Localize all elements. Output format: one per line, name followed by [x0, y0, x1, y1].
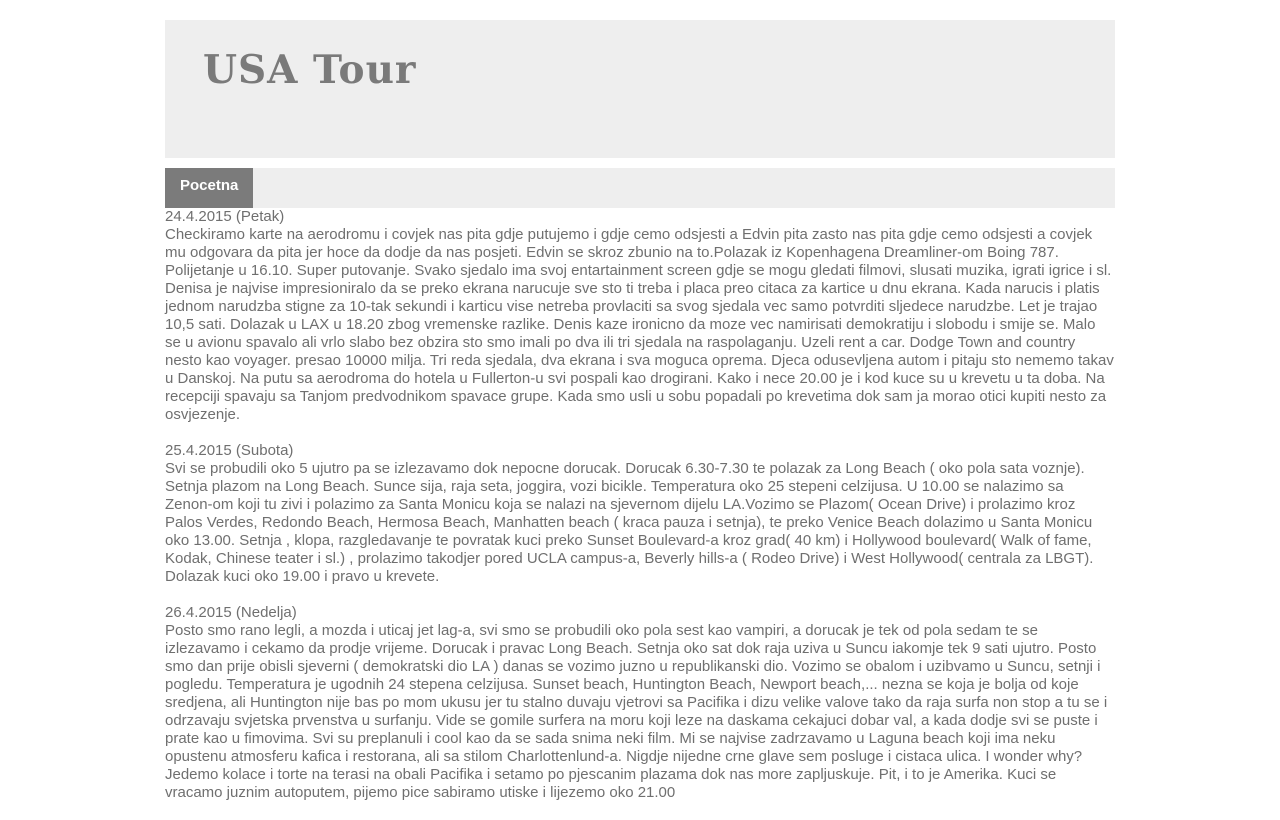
- entry-date: 25.4.2015 (Subota): [165, 442, 294, 459]
- entry-date: 24.4.2015 (Petak): [165, 208, 285, 225]
- page-container: [165, 20, 1115, 820]
- entry-text: Checkiramo karte na aerodromu i covjek nas pita gdje putujemo i gdje cemo odsjesti a Edvin pita zasto nas pita gdje cemo odsjesti a covjek mu odgovara da pita jer hoce da dodje da nas posjeti. Edvin se skroz zbunio na to.Polazak iz Kopenhagena Dreamliner-om Boing 787. Polijetanje u 16.10. Super putovanje. Svako sjedalo ima svoj entartainment screen gdje se mogu gledati filmovi, slusati muzika, igrati igrice i sl. Denisa je najvise impresioniralo da se preko ekrana narucuje sve sto ti treba i placa preo citaca za kartice u dnu ekrana. Kada narucis i platis jednom narudzba stigne za 10-tak sekundi i karticu vise netreba provlaciti sa svog sjedala vec samo potvrditi sljedece narudzbe. Let je trajao 10,5 sati. Dolazak u LAX u 18.20 zbog vremenske razlike. Denis kaze ironicno da moze vec namirisati demokratiju i slobodu i smije se. Malo se u avionu spavalo ali vrlo slabo bez obzira sto smo imali po dva ili tri sjedala na raspolaganju. Uzeli rent a car. Dodge Town and country nesto kao voyager. presao 10000 milja. Tri reda sjedala, dva ekrana i sva moguca oprema. Djeca odusevljena autom i pitaju sto nememo takav u Danskoj. Na putu sa aerodroma do hotela u Fullerton-u svi pospali kao drogirani. Kako i nece 20.00 je i kod kuce su u krevetu u ta doba. Na recepciji spavaju sa Tanjom predvodnikom spavace grupe. Kada smo usli u sobu popadali po krevetima dok sam ja morao otici kupiti nesto za osvjezenje.: [165, 226, 1114, 423]
- blog-entry: [165, 442, 1115, 586]
- entry-text: Svi se probudili oko 5 ujutro pa se izlezavamo dok nepocne dorucak. Dorucak 6.30-7.30 te polazak za Long Beach ( oko pola sata voznje). Setnja plazom na Long Beach. Sunce sija, raja seta, joggira, vozi bicikle. Temperatura oko 25 stepeni celzijusa. U 10.00 se nalazimo sa Zenon-om koji tu zivi i polazimo za Santa Monicu koja se nalazi na sjevernom dijelu LA.Vozimo se Plazom( Ocean Drive) i prolazimo kroz Palos Verdes, Redondo Beach, Hermosa Beach, Manhatten beach ( kraca pauza i setnja), te preko Venice Beach dolazimo u Santa Monicu oko 13.00. Setnja , klopa, razgledavanje te povratak kuci preko Sunset Boulevard-a kroz grad( 40 km) i Hollywood boulevard( Walk of fame, Kodak, Chinese teater i sl.) , prolazimo takodjer pored UCLA campus-a, Beverly hills-a ( Rodeo Drive) i West Hollywood( centrala za LBGT). Dolazak kuci oko 19.00 i pravo u krevete.: [165, 460, 1094, 585]
- nav-bar: [165, 168, 1115, 208]
- blog-content: [165, 208, 1115, 802]
- blog-entry: [165, 604, 1115, 802]
- nav-item-pocetna[interactable]: Pocetna: [165, 168, 253, 208]
- site-title: USA Tour: [203, 47, 417, 93]
- blog-entry: [165, 208, 1115, 424]
- entry-date: 26.4.2015 (Nedelja): [165, 604, 297, 621]
- site-header: [165, 20, 1115, 158]
- entry-text: Posto smo rano legli, a mozda i uticaj jet lag-a, svi smo se probudili oko pola sest kao vampiri, a dorucak je tek od pola sedam te se izlezavamo i cekamo da prodje vrijeme. Dorucak i pravac Long Beach. Setnja oko sat dok raja uziva u Suncu iakomje tek 9 sati ujutro. Posto smo dan prije obisli sjeverni ( demokratski dio LA ) danas se vozimo juzno u republikanski dio. Vozimo se obalom i uzibvamo u Suncu, setnji i pogledu. Temperatura je ugodnih 24 stepena celzijusa. Sunset beach, Huntington Beach, Newport beach,... nezna se koja je bolja od koje sredjena, ali Huntington nije bas po mom ukusu jer tu stalno duvaju vjetrovi sa Pacifika i dizu velike valove tako da raja surfa non stop a tu se i odrzavaju svjetska prvenstva u surfanju. Vide se gomile surfera na moru koji leze na daskama cekajuci dobar val, a kada dodje svi se puste i prate kao u fimovima. Svi su preplanuli i cool kao da se sada snima neki film. Mi se najvise zadrzavamo u Laguna beach koji ima neku opustenu atmosferu kafica i restorana, ali sa stilom Charlottenlund-a. Nigdje nijedne crne glave sem posluge i cistaca ulica. I wonder why? Jedemo kolace i torte na terasi na obali Pacifika i setamo po pjescanim plazama dok nas more zapljuskuje. Pit, i to je Amerika. Kuci se vracamo juznim autoputem, pijemo pice sabiramo utiske i lijezemo oko 21.00: [165, 622, 1108, 801]
